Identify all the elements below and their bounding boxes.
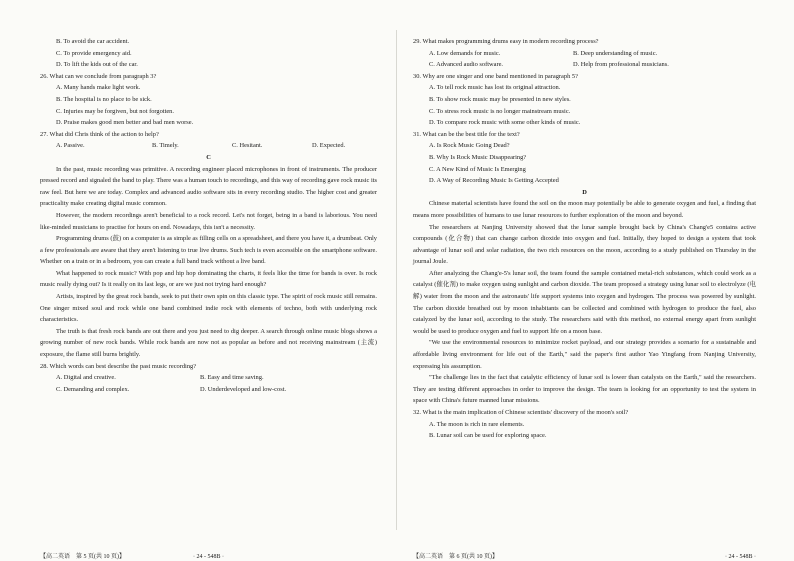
passage-d-paragraph-4: "The challenge lies in the fact that catalytic efficiency of lunar soil is lower than catalysts on the Earth," said the researchers. They are testing different approaches in order to improve the design. The team is looking for an opportunity to test the system in space with China's future manned lunar missions. xyxy=(413,374,756,405)
left-footer-code: · 24 - 548B · xyxy=(193,554,224,560)
q29-option-c: C. Advanced audio software. xyxy=(429,61,504,69)
right-line-8: C. A New Kind of Music Is Emerging xyxy=(429,165,526,173)
passage-d-paragraph-1: The researchers at Nanjing University showed that the lunar sample brought back by China's Chang'e5 contains active compounds (化合物) that can change carbon dioxide into oxygen and fuel. Initially, they hoped to design a system that took advantage of lunar soil and solar radiation, the two rich resources on the moon, according to a study published on Thursday in the journal Joule. xyxy=(413,223,756,266)
right-footer-page: 【高二英语 第 6 页(共 10 页)】 xyxy=(413,554,498,560)
q28-option-c: C. Demanding and complex. xyxy=(56,385,130,393)
passage-d-paragraph-2: After analyzing the Chang'e-5's lunar soil, the team found the sample contained metal-rich substances, which could work as a catalyst (催化剂) to make oxygen using sunlight and carbon dioxide. The team proposed a strategy using lunar soil to electrolyze (电解) water from the moon and the astronauts' life support systems into oxygen and hydrogen. The process was powered by sunlight. The carbon dioxide breathed out by moon inhabitants can be collected and combined with hydrogen to produce the fuel, also catalyzed by the lunar soil, according to the study. The researchers said with this method, no external energy apart from sunlight would be used to produce oxygen and fuel to support life on a moon base. xyxy=(413,269,756,335)
right-line-0: 30. Why are one singer and one band mentioned in paragraph 5? xyxy=(413,72,578,80)
section-c-heading: C xyxy=(206,153,211,161)
left-line-2: D. To lift the kids out of the car. xyxy=(56,61,138,69)
q28-option-b: B. Easy and time saving. xyxy=(200,374,264,382)
left-line-6: C. Injuries may be forgiven, but not forgotten. xyxy=(56,107,174,115)
q32-stem: 32. What is the main implication of Chinese scientists' discovery of the moon's soil? xyxy=(413,409,629,416)
passage-c-paragraph-2: Programming drums (鼓) on a computer is as simple as filling cells on a spreadsheet, and there you have it, a drumbeat. Only a few professionals are aware that they aren't listening to true live drums. Such tech is even accessible on the smartphone software. Whether on a train or in a bedroom, you can create a full band track without a live band. xyxy=(40,235,377,266)
passage-c-paragraph-4: Artists, inspired by the great rock bands, seek to put their own spin on this classic type. The spirit of rock music still remains. One singer mixed soul and rock while one band combined indie rock with elements of techno, both with underlying rock characteristics. xyxy=(40,293,377,324)
right-line-3: C. To stress rock music is no longer mainstream music. xyxy=(429,107,571,115)
q28-options-row-1 xyxy=(40,372,377,384)
right-line-2: B. To show rock music may be presented in new styles. xyxy=(429,95,571,103)
left-line-0: B. To avoid the car accident. xyxy=(56,38,130,45)
q32-option-a: A. The moon is rich in rare elements. xyxy=(429,420,525,428)
left-line-8: 27. What did Chris think of the action to help? xyxy=(40,130,159,138)
q27-option-a: A. Passive. xyxy=(56,142,85,150)
passage-c xyxy=(40,164,377,361)
left-line-7: D. Praise makes good men better and bad men worse. xyxy=(56,119,194,127)
passage-c-paragraph-1: However, the modern recordings aren't beneficial to a rock record. Let's not forget, being in a band is laborious. You need like-minded musicians to practise for hours on end. Nowadays, this isn't a necessity. xyxy=(40,211,377,231)
left-footer-page: 【高二英语 第 5 页(共 10 页)】 xyxy=(40,554,125,560)
right-line-5: 31. What can be the best title for the text? xyxy=(413,130,520,138)
right-line-7: B. Why Is Rock Music Disappearing? xyxy=(429,153,527,161)
q28-option-d: D. Underdeveloped and low-cost. xyxy=(200,385,287,393)
q27-option-c: C. Hesitant. xyxy=(232,142,263,150)
q29-options-row-1 xyxy=(413,48,756,60)
left-line-5: B. The hospital is no place to be sick. xyxy=(56,95,152,103)
left-line-1: C. To provide emergency aid. xyxy=(56,49,132,57)
left-line-3: 26. What can we conclude from paragraph 3? xyxy=(40,72,157,80)
q28-option-a: A. Digital and creative. xyxy=(56,374,116,382)
passage-c-paragraph-5: The truth is that fresh rock bands are out there and you just need to dig deeper. A search through online music blogs shows a growing number of new rock bands. While rock bands are now not as popular as before and not receiving mainstream (主流) exposure, the flame still burns brightly. xyxy=(40,327,377,359)
passage-c-paragraph-3: What happened to rock music? With pop and hip hop dominating the charts, it feels like the time for bands is over. Is rock music really dying out? Is it really on its last legs, or are we just not trying hard enough? xyxy=(40,269,377,289)
right-line-4: D. To compare rock music with some other kinds of music. xyxy=(429,119,581,127)
q29-options-row-2 xyxy=(413,59,756,71)
section-d-heading: D xyxy=(582,188,587,196)
right-page xyxy=(397,0,794,561)
q32-option-b: B. Lunar soil can be used for exploring space. xyxy=(429,432,547,440)
q29-option-b: B. Deep understanding of music. xyxy=(573,49,658,57)
left-top-lines xyxy=(40,36,377,140)
q28-stem: 28. Which words can best describe the past music recording? xyxy=(40,362,197,370)
q29-stem: 29. What makes programming drums easy in modern recording process? xyxy=(413,38,599,45)
left-line-4: A. Many hands make light work. xyxy=(56,84,141,92)
q29-option-a: A. Low demands for music. xyxy=(429,49,501,57)
right-line-6: A. Is Rock Music Going Dead? xyxy=(429,142,510,150)
passage-d-paragraph-3: "We use the environmental resources to minimize rocket payload, and our strategy provides a scenario for a sustainable and affordable living environment for life out of the Earth," said the paper's first author Yao Yingfang from Nanjing University, expressing his assumption. xyxy=(413,339,756,370)
q28-options-row-2 xyxy=(40,384,377,396)
q27-options xyxy=(40,140,377,152)
passage-d xyxy=(413,198,756,407)
passage-d-paragraph-0: Chinese material scientists have found the soil on the moon may potentially be able to generate oxygen and fuel, a finding that means more possibilities of humans to use lunar resources to further exploration of the moon and beyond. xyxy=(413,200,756,219)
right-line-1: A. To tell rock music has lost its original attraction. xyxy=(429,84,561,92)
q27-option-d: D. Expected. xyxy=(312,142,346,150)
right-line-9: D. A Way of Recording Music Is Getting Accepted xyxy=(429,177,559,185)
right-mid-lines xyxy=(413,71,756,187)
q29-option-d: D. Help from professional musicians. xyxy=(573,61,669,69)
right-footer-code: · 24 - 548B · xyxy=(725,554,756,560)
passage-c-paragraph-0: In the past, music recording was primitive. A recording engineer placed microphones in front of instruments. The producer pressed record and signaled the band to play. There was a human touch to recordings, and this way of recording gave rock music its raw feel. But here we are today. Complex and advanced audio software sits in every recording studio. The higher cost and greater practicality make creating digital music common. xyxy=(40,165,377,208)
q27-option-b: B. Timely. xyxy=(152,142,179,150)
